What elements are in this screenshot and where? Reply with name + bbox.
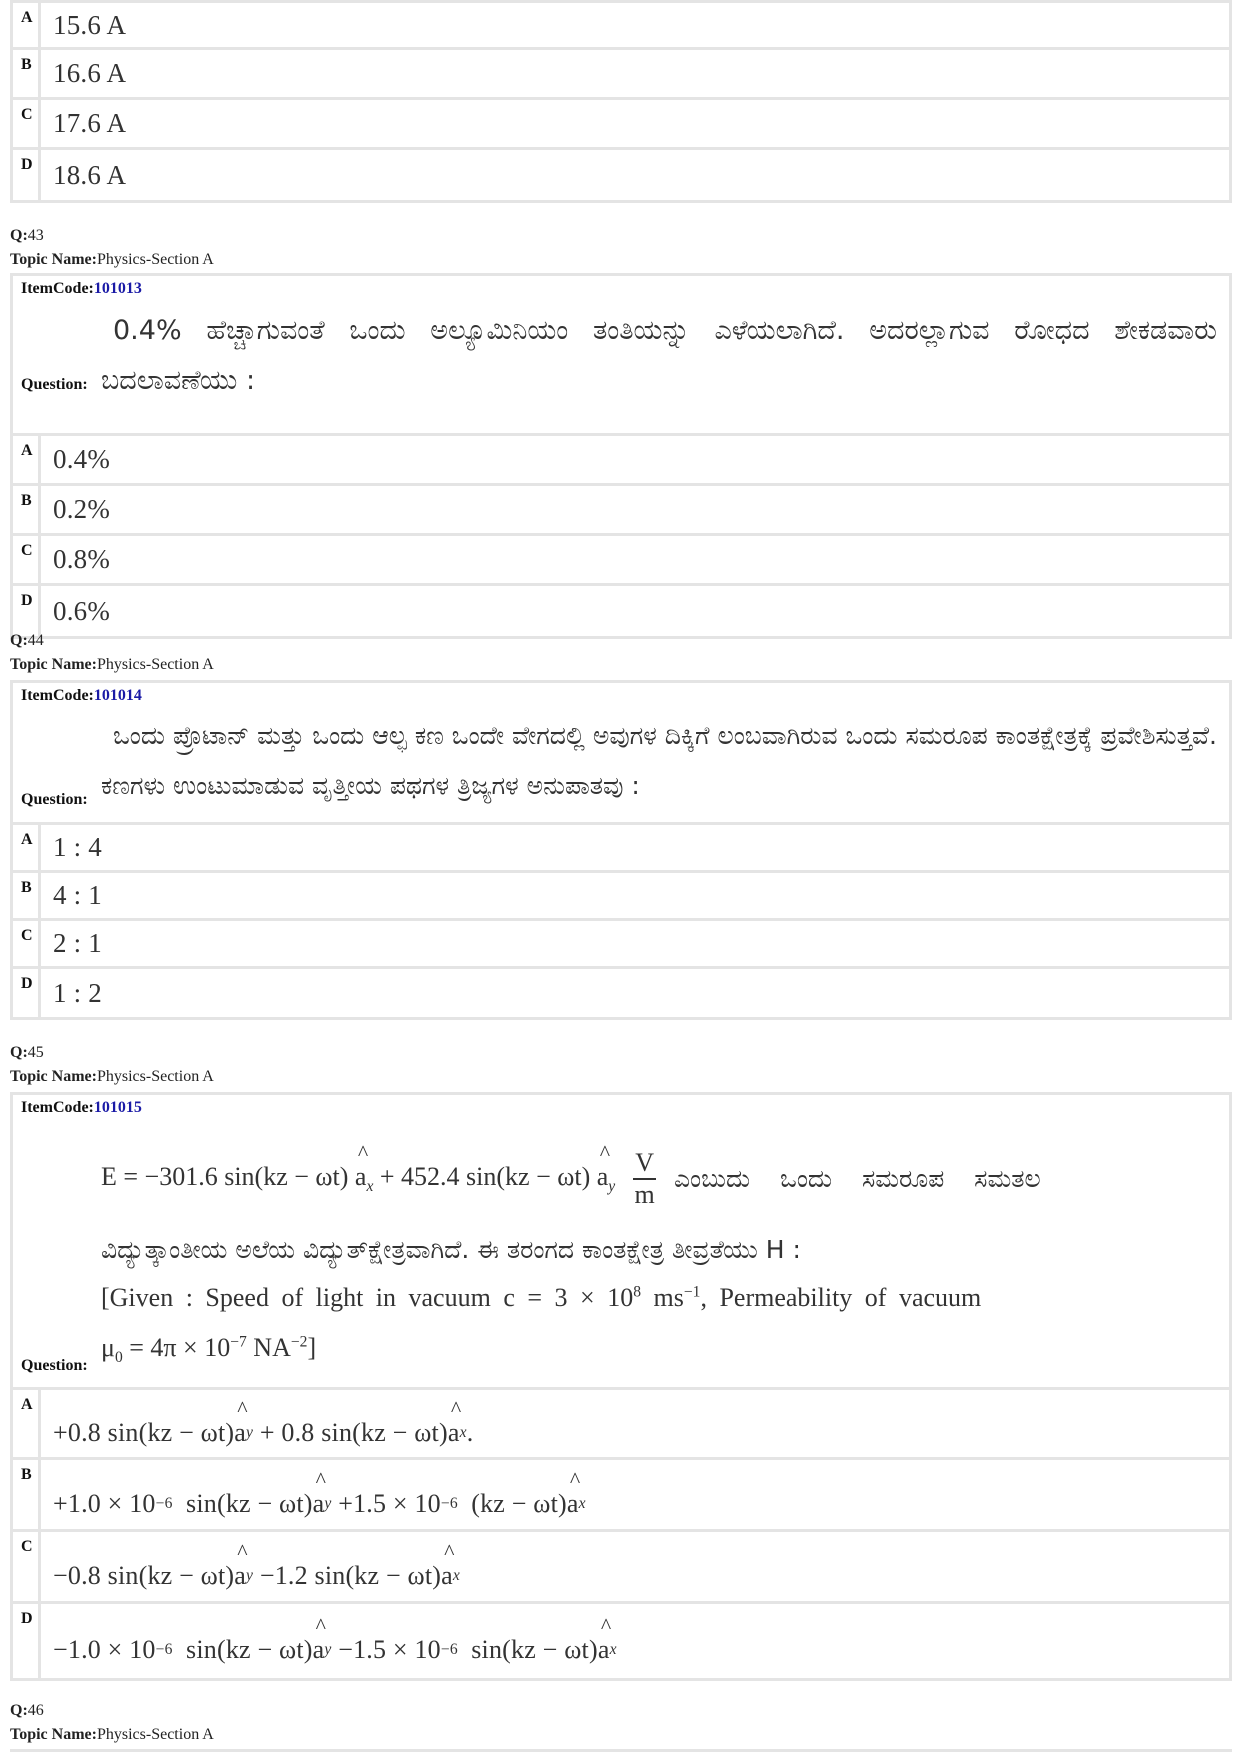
question-box-top-border (10, 1749, 1232, 1752)
option-text: 1 : 2 (53, 977, 103, 1008)
option-letter: D (13, 586, 41, 636)
option-letter: D (13, 150, 41, 200)
electric-field-equation: E = −301.6 sin(kz − ωt) ^ $a_x + 452.4$ sin(kz − ωt) ^ $a_y$ $\frac{V}{m}$ ಎಂಬುದು ಒಂದು ಸಮರೂಪ ಸಮತಲ (101, 1139, 1231, 1219)
topic-name: Topic Name:Physics-Section A (10, 251, 214, 268)
option-text: −1.0 × 10 −6 sin(kz − ωt) ^ a y −1.5 × 10 −6 sin(kz − ωt) ^ a x (41, 1604, 1229, 1678)
option-text: 0.8% (53, 544, 111, 574)
option-letter: A (13, 1390, 41, 1457)
option-letter: A (13, 825, 41, 870)
option-text: 16.6 A (53, 58, 127, 88)
option-letter: D (13, 969, 41, 1017)
item-code: ItemCode:101015 (21, 1099, 142, 1116)
option-text: +0.8 sin(kz − ωt) ^ a y + 0.8 sin(kz − ωt) ^ a x . (41, 1390, 1229, 1457)
q44-options-table (10, 822, 1232, 1020)
option-letter: B (13, 873, 41, 918)
option-text: −0.8 sin(kz − ωt) ^ a y −1.2 sin(kz − ωt) ^ a x (41, 1532, 1229, 1601)
option-text: 15.6 A (53, 9, 127, 40)
option-letter: B (13, 486, 41, 533)
option-row[interactable] (13, 1604, 1229, 1678)
option-text: 4 : 1 (53, 880, 103, 910)
option-row[interactable] (13, 486, 1229, 536)
item-code: ItemCode:101014 (21, 687, 142, 704)
topic-name: Topic Name:Physics-Section A (10, 1726, 214, 1743)
question-box (10, 273, 1232, 433)
option-row[interactable] (13, 1390, 1229, 1460)
given-line: [Given : Speed of light in vacuum $c = 3 \times 10^8$ $ms^{-1}$, Permeability of vacuum (101, 1283, 982, 1312)
option-row[interactable] (13, 3, 1229, 50)
option-text: 18.6 A (53, 159, 127, 190)
option-row[interactable] (13, 536, 1229, 586)
option-row[interactable] (13, 436, 1229, 486)
option-text: +1.0 × 10 −6 sin(kz − ωt) ^ a y +1.5 × 10 −6 (kz − ωt) ^ a x (41, 1460, 1229, 1529)
q45-options-table (10, 1387, 1232, 1681)
option-letter: A (13, 3, 41, 47)
option-letter: B (13, 1460, 41, 1529)
option-letter: C (13, 921, 41, 966)
option-letter: D (13, 1604, 41, 1678)
option-letter: C (13, 100, 41, 147)
question-number: Q:43 (10, 227, 44, 244)
option-row[interactable] (13, 50, 1229, 100)
question-number: Q:45 (10, 1044, 44, 1061)
option-row[interactable] (13, 1460, 1229, 1532)
question-text-line2: ವಿದ್ಯುತ್ಕಾಂತೀಯ ಅಲೆಯ ವಿದ್ಯುತ್‌ಕ್ಷೇತ್ರವಾಗಿದೆ. ಈ ತರಂಗದ ಕಾಂತಕ್ಷೇತ್ರ ತೀವ್ರತೆಯು H : (101, 1235, 801, 1264)
option-row[interactable] (13, 100, 1229, 150)
option-row[interactable] (13, 873, 1229, 921)
option-letter: A (13, 436, 41, 483)
option-letter: C (13, 536, 41, 583)
option-text: 0.2% (53, 494, 111, 524)
option-row[interactable] (13, 150, 1229, 200)
q43-options-table (10, 433, 1232, 639)
option-letter: C (13, 1532, 41, 1601)
question-label: Question: (21, 791, 88, 808)
question-text: 0.4% ಹೆಚ್ಚಾಗುವಂತೆ ಒಂದು ಅಲ್ಯೂಮಿನಿಯಂ ತಂತಿಯನ್ನು ಎಳೆಯಲಾಗಿದೆ. ಅದರಲ್ಲಾಗುವ ರೋಧದ ಶೇಕಡವಾರು ಬದಲಾವಣೆಯು : (101, 315, 1217, 396)
question-label: Question: (21, 1357, 88, 1374)
option-row[interactable] (13, 921, 1229, 969)
option-row[interactable] (13, 825, 1229, 873)
option-text: 0.4% (53, 444, 111, 474)
option-row[interactable] (13, 1532, 1229, 1604)
question-box (10, 1092, 1232, 1387)
option-text: 1 : 4 (53, 832, 103, 862)
question-box (10, 680, 1232, 824)
option-text: 17.6 A (53, 108, 127, 138)
item-code: ItemCode:101013 (21, 280, 142, 297)
option-row[interactable] (13, 969, 1229, 1017)
topic-name: Topic Name:Physics-Section A (10, 656, 214, 673)
option-text: 2 : 1 (53, 928, 103, 958)
question-number: Q:46 (10, 1702, 44, 1719)
option-text: 0.6% (53, 595, 111, 626)
question-text: ಒಂದು ಪ್ರೊಟಾನ್ ಮತ್ತು ಒಂದು ಆಲ್ಫ ಕಣ ಒಂದೇ ವೇಗದಲ್ಲಿ ಅವುಗಳ ದಿಕ್ಕಿಗೆ ಲಂಬವಾಗಿರುವ ಒಂದು ಸಮರೂಪ ಕಾಂತಕ್ಷೇತ್ರಕ್ಕೆ ಪ್ರವೇಶಿಸುತ್ತವೆ. ಕಣಗಳು ಉಂಟುಮಾಡುವ ವೃತ್ತೀಯ ಪಥಗಳ ತ್ರಿಜ್ಯಗಳ ಅನುಪಾತವು : (101, 721, 1217, 800)
question-label: Question: (21, 376, 88, 393)
option-row[interactable] (13, 586, 1229, 636)
question-number: Q:44 (10, 632, 44, 649)
prev-options-table (10, 0, 1232, 203)
option-letter: B (13, 50, 41, 97)
permeability-value: $\mu_0 = 4\pi \times 10^{-7}$ $NA^{-2}$] (101, 1333, 317, 1367)
topic-name: Topic Name:Physics-Section A (10, 1068, 214, 1085)
